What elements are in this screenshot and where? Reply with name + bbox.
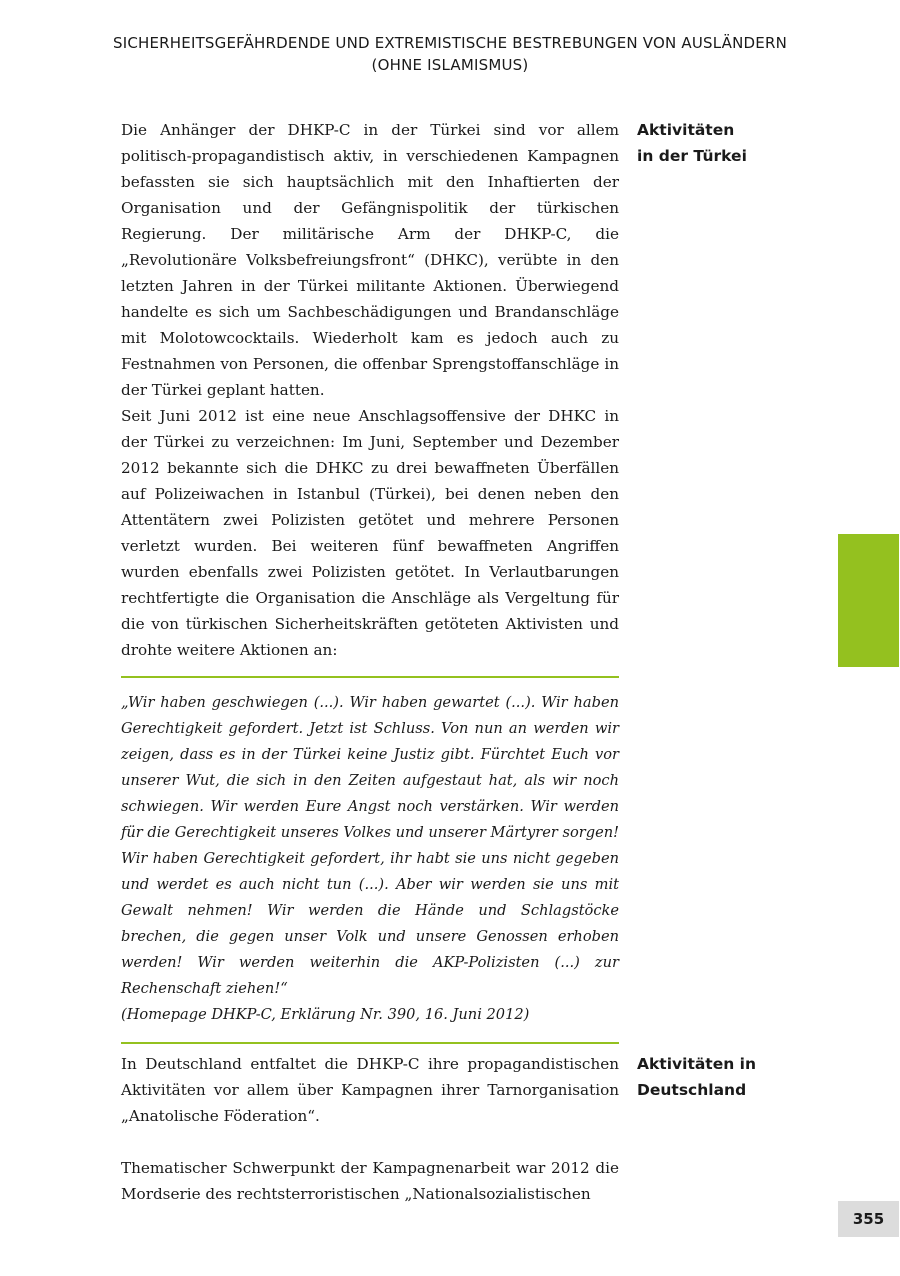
margin-heading-turkey xyxy=(637,117,787,169)
running-header-line-1: SICHERHEITSGEFÄHRDENDE UND EXTREMISTISCHE BESTREBUNGEN VON AUSLÄNDERN xyxy=(112,34,788,52)
margin-heading-germany-line-1: Aktivitäten in xyxy=(637,1055,757,1073)
margin-heading-turkey-line-1: Aktivitäten xyxy=(637,121,735,139)
chapter-thumb-tab xyxy=(838,534,899,667)
margin-heading-germany-line-2: Deutschland xyxy=(637,1081,747,1099)
paragraph-activities-germany-1: In Deutschland entfaltet die DHKP-C ihre propagandistischen Aktivitäten vor allem über Kampagnen ihrer Tarnorganisation „Anatolische Föderation“. xyxy=(121,1055,619,1125)
quote-text: „Wir haben geschwiegen (...). Wir haben gewartet (...). Wir haben Gerechtigkeit gefordert. Jetzt ist Schluss. Von nun an werden wir zeigen, dass es in der Türkei keine Justiz gibt. Fürchtet Euch vor unserer Wut, die sich in den Zeiten aufgestaut hat, als wir noch schwiegen. Wir werden Eure Angst noch verstärken. Wir werden für die Gerechtigkeit unseres Volkes und unserer Märtyrer sorgen! Wir haben Gerechtigkeit gefordert, ihr habt sie uns nicht gegeben und werdet es auch nicht tun (...). Aber wir werden sie uns mit Gewalt nehmen! Wir werden die Hände und Schlagstöcke brechen, die gegen unser Volk und unsere Genossen erhoben werden! Wir werden weiterhin die AKP-Polizisten (...) zur Rechenschaft ziehen!“ xyxy=(121,694,620,997)
running-header-line-2: (OHNE ISLAMISMUS) xyxy=(371,56,529,74)
margin-heading-turkey-line-2: in der Türkei xyxy=(637,147,747,165)
page-number: 355 xyxy=(838,1201,899,1237)
margin-heading-germany xyxy=(637,1051,787,1103)
quote-block xyxy=(121,676,619,1044)
running-header xyxy=(0,32,900,76)
quote-source: (Homepage DHKP-C, Erklärung Nr. 390, 16. Juni 2012) xyxy=(121,1006,530,1023)
paragraph-activities-turkey-1: Die Anhänger der DHKP-C in der Türkei sind vor allem politisch-propagandistisch aktiv, in verschiedenen Kampagnen befassten sie sich hauptsächlich mit den Inhaftierten der Organisation und der Gefängnispolitik der türkischen Regierung. Der militärische Arm der DHKP-C, die „Revolutionäre Volksbefreiungsfront“ (DHKC), verübte in den letzten Jahren in der Türkei militante Aktionen. Überwiegend handelte es sich um Sachbeschädigungen und Brandanschläge mit Molotowcocktails. Wiederholt kam es jedoch auch zu Festnahmen von Personen, die offenbar Sprengstoffanschläge in der Türkei geplant hatten. xyxy=(121,121,619,399)
paragraph-activities-turkey-2: Seit Juni 2012 ist eine neue Anschlagsoffensive der DHKC in der Türkei zu verzeichnen: Im Juni, September und Dezember 2012 bekannte sich die DHKC zu drei bewaffneten Überfällen auf Polizeiwachen in Istanbul (Türkei), bei denen neben den Attentätern zwei Polizisten getötet und mehrere Personen verletzt wurden. Bei weiteren fünf bewaffneten Angriffen wurden ebenfalls zwei Polizisten getötet. In Verlautbarungen rechtfertigte die Organisation die Anschläge als Vergeltung für die von türkischen Sicherheitskräften getöteten Aktivisten und drohte weitere Aktionen an: xyxy=(121,407,619,659)
paragraph-activities-germany-2: Thematischer Schwerpunkt der Kampagnenarbeit war 2012 die Mordserie des rechtsterroristischen „Nationalsozialistischen xyxy=(121,1159,619,1203)
